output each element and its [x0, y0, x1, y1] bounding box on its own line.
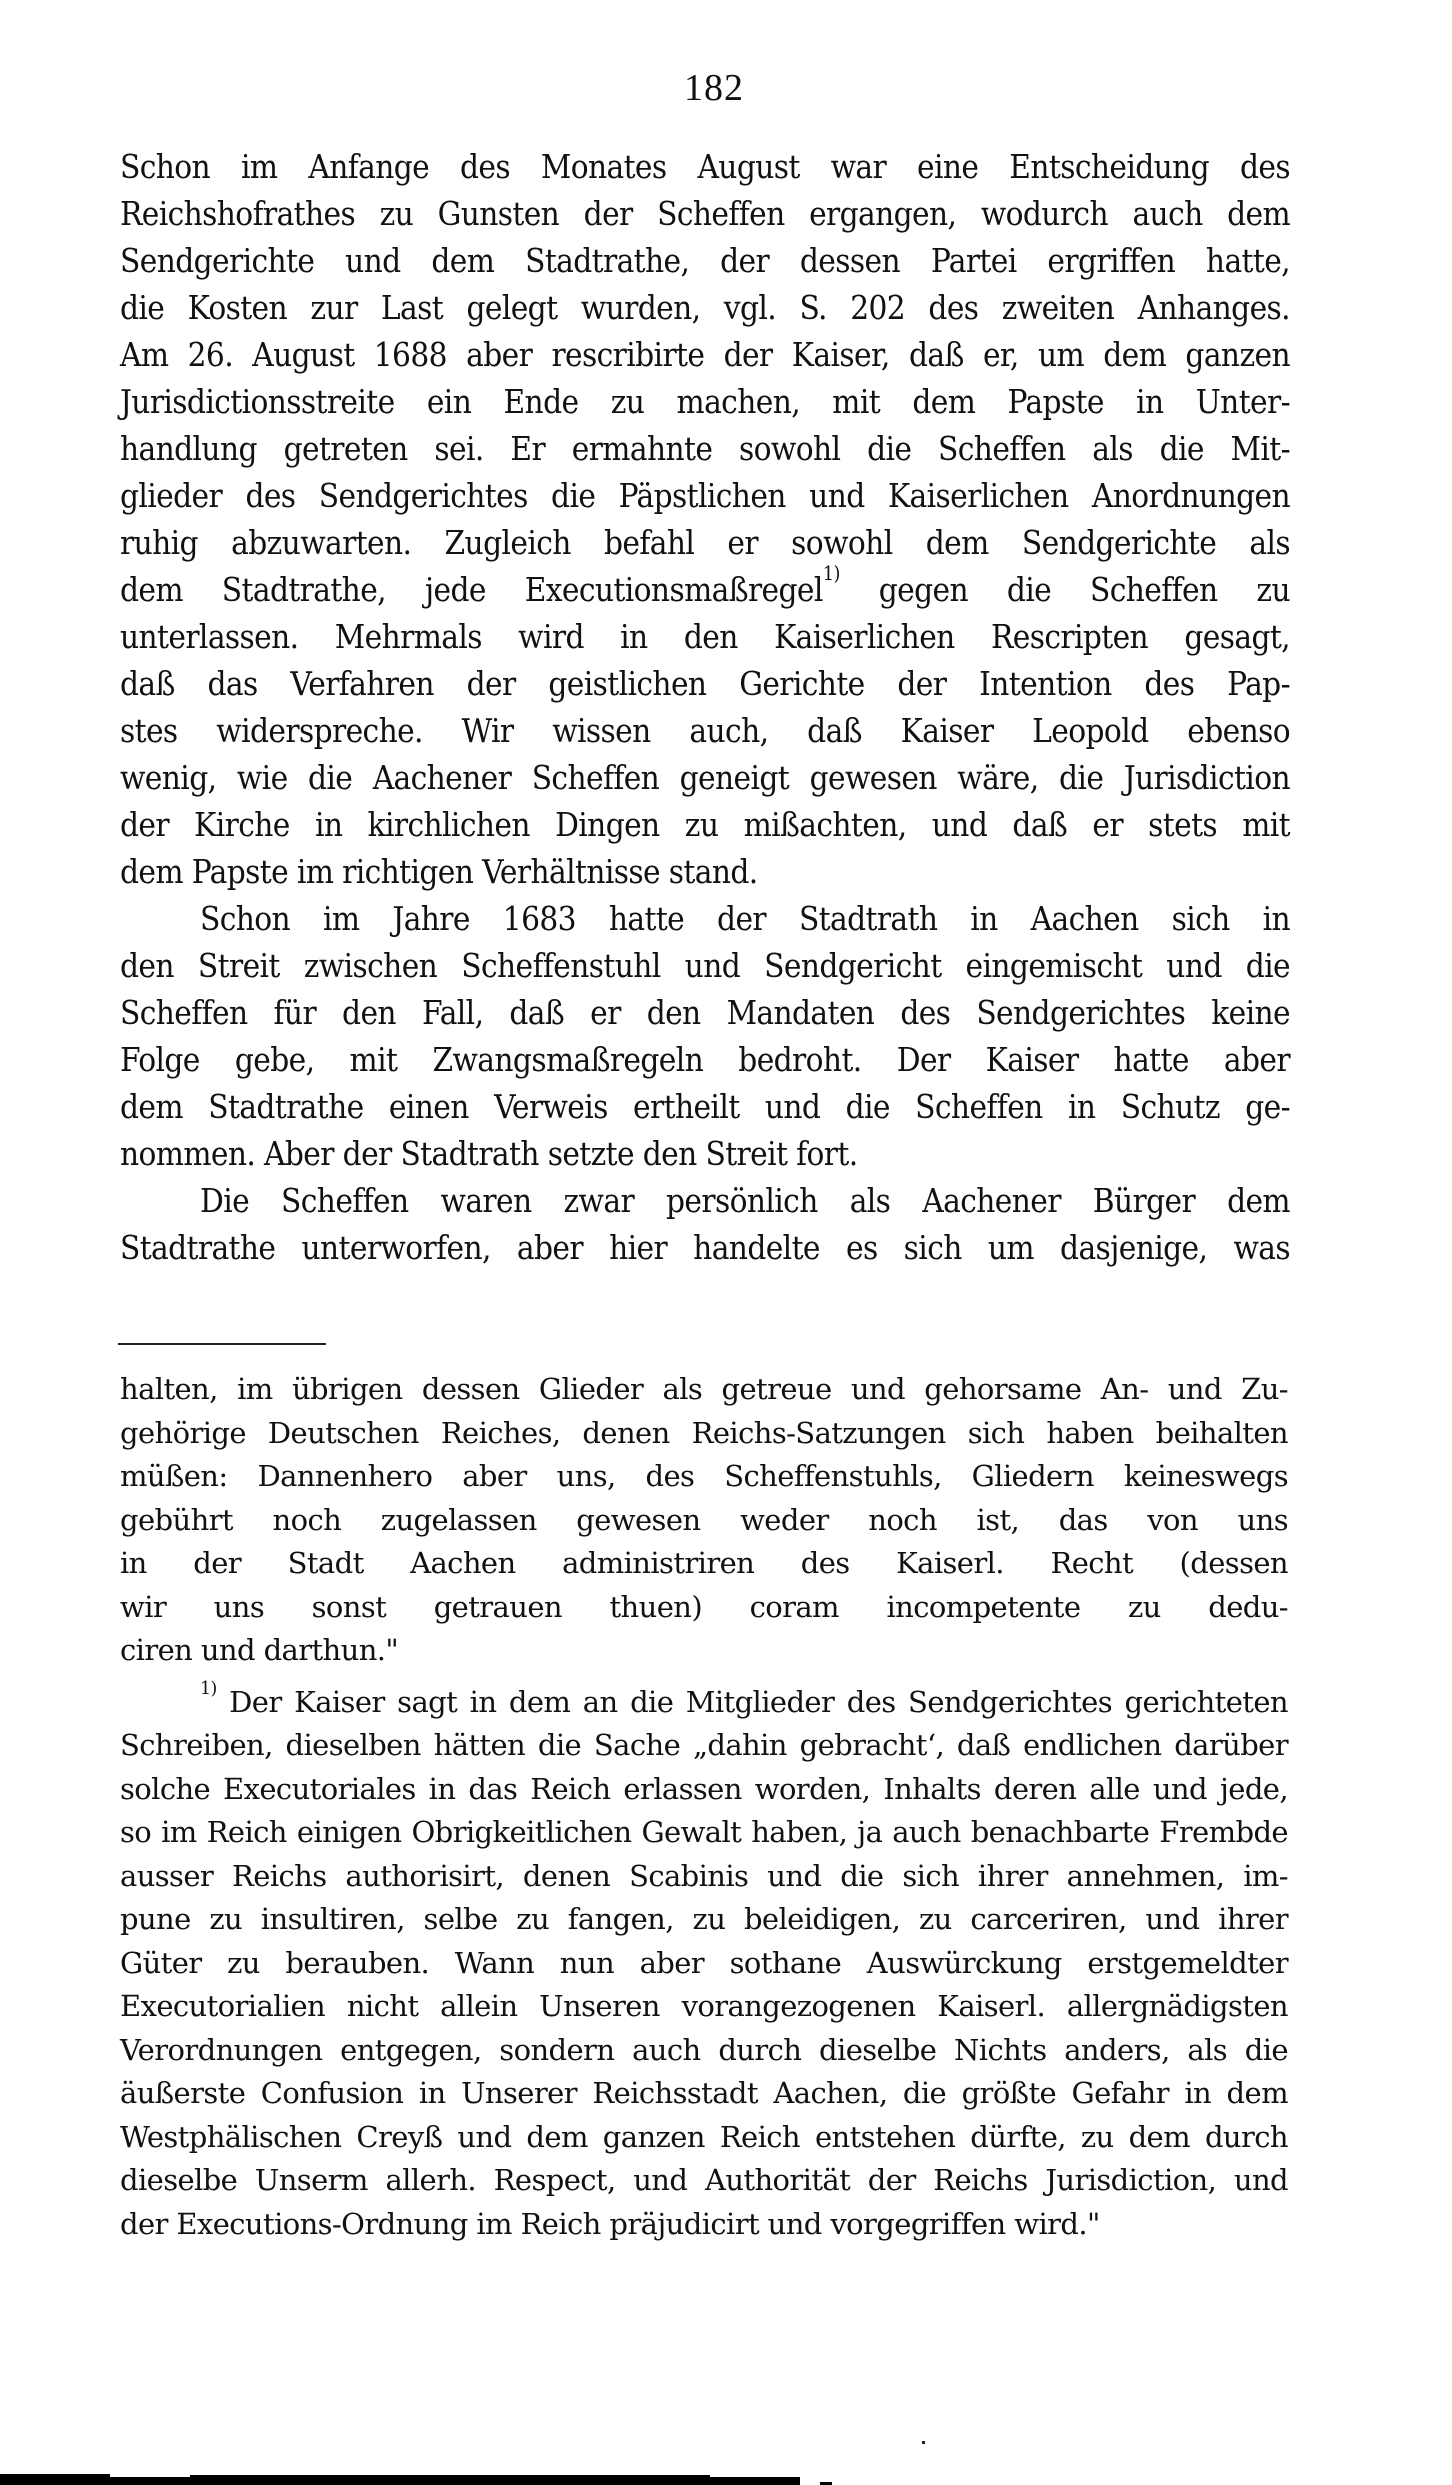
footnote-line: halten, im übrigen dessen Glieder als getreue und gehorsame An- und Zu-: [120, 1372, 1288, 1406]
text-line: dem Papste im richtigen Verhältnisse stand.: [120, 852, 758, 891]
text-segment: Der Kaiser sagt in dem an die Mitglieder des Sendgerichtes gerichteten: [229, 1684, 1288, 1719]
footnote-line: äußerste Confusion in Unserer Reichsstadt Aachen, die größte Gefahr in dem: [120, 2076, 1288, 2110]
footnote-line: ciren und darthun.": [120, 1633, 399, 1667]
footnote-line: pune zu insultiren, selbe zu fangen, zu beleidigen, zu carceriren, und ihrer: [120, 1902, 1288, 1936]
footnote-line: gehörige Deutschen Reiches, denen Reichs-Satzungen sich haben beihalten: [120, 1415, 1288, 1450]
paragraph: [120, 895, 1290, 1177]
text-line: nommen. Aber der Stadtrath setzte den Streit fort.: [120, 1134, 858, 1173]
footnote-reference[interactable]: 1): [822, 562, 840, 585]
footnote-line: Verordnungen entgegen, sondern auch durch dieselbe Nichts anders, als die: [120, 2032, 1288, 2067]
text-line: daß das Verfahren der geistlichen Gerichte der Intention des Pap-: [120, 664, 1290, 703]
footnote-line: solche Executoriales in das Reich erlassen worden, Inhalts deren alle und jede,: [120, 1771, 1288, 1806]
paragraph: [120, 143, 1290, 895]
text-line: Folge gebe, mit Zwangsmaßregeln bedroht. Der Kaiser hatte aber: [120, 1040, 1290, 1079]
footnote-line: Westphälischen Creyß und dem ganzen Reich entstehen dürfte, zu dem durch: [120, 2119, 1288, 2154]
footnote-line: Güter zu berauben. Wann nun aber sothane Auswürckung erstgemeldter: [120, 1945, 1288, 1980]
paragraph: [120, 1177, 1290, 1271]
text-line: unterlassen. Mehrmals wird in den Kaiserlichen Rescripten gesagt,: [120, 617, 1290, 656]
footnote-gap: [120, 1673, 1288, 1681]
footnotes-section: [120, 1368, 1288, 2246]
footnote-line: in der Stadt Aachen administriren des Kaiserl. Recht (dessen: [120, 1546, 1288, 1580]
text-segment: dem Stadtrathe, jede Executionsmaßregel: [120, 570, 823, 609]
text-line: glieder des Sendgerichtes die Päpstlichen und Kaiserlichen Anordnungen: [120, 476, 1290, 515]
scan-speck: [922, 2441, 925, 2444]
text-line: Scheffen für den Fall, daß er den Mandaten des Sendgerichtes keine: [120, 993, 1290, 1032]
text-line: stes widerspreche. Wir wissen auch, daß Kaiser Leopold ebenso: [120, 711, 1290, 750]
footnote-line: müßen: Dannenhero aber uns, des Scheffenstuhls, Gliedern keineswegs: [120, 1459, 1288, 1493]
page-number: 182: [684, 67, 744, 109]
text-line: ruhig abzuwarten. Zugleich befahl er sowohl dem Sendgerichte als: [120, 523, 1290, 562]
text-line: Reichshofrathes zu Gunsten der Scheffen ergangen, wodurch auch dem: [120, 194, 1290, 233]
text-line: Jurisdictionsstreite ein Ende zu machen, mit dem Papste in Unter-: [120, 382, 1290, 421]
text-line: Stadtrathe unterworfen, aber hier handelte es sich um dasjenige, was: [120, 1228, 1290, 1267]
footnote-line: so im Reich einigen Obrigkeitlichen Gewalt haben, ja auch benachbarte Frembde: [120, 1815, 1288, 1849]
footnote-line: ausser Reichs authorisirt, denen Scabinis und die sich ihrer annehmen, im-: [120, 1858, 1288, 1893]
footnote-marker: 1): [200, 1678, 217, 1699]
text-line: die Kosten zur Last gelegt wurden, vgl. S. 202 des zweiten Anhanges.: [120, 288, 1290, 327]
scan-edge-band: [0, 2477, 800, 2485]
footnote-line: [120, 1678, 1288, 1725]
text-line-with-footnote-ref: [120, 562, 1290, 613]
footnote-line: wir uns sonst getrauen thuen) coram incompetente zu dedu-: [120, 1589, 1288, 1624]
text-line: Am 26. August 1688 aber rescribirte der Kaiser, daß er, um dem ganzen: [120, 335, 1290, 374]
text-line: der Kirche in kirchlichen Dingen zu mißachten, und daß er stets mit: [120, 805, 1290, 844]
text-line: wenig, wie die Aachener Scheffen geneigt gewesen wäre, die Jurisdiction: [120, 758, 1290, 797]
text-line: Schon im Anfange des Monates August war eine Entscheidung des: [120, 147, 1290, 186]
footnote-continuation: [120, 1368, 1288, 1673]
footnote-line: der Executions-Ordnung im Reich präjudicirt und vorgegriffen wird.": [120, 2206, 1100, 2241]
footnote-1: [120, 1678, 1288, 2247]
footnote-line: Executorialien nicht allein Unseren vorangezogenen Kaiserl. allergnädigsten: [120, 1989, 1288, 2023]
text-segment: gegen die Scheffen zu: [878, 570, 1290, 609]
text-line: Schon im Jahre 1683 hatte der Stadtrath in Aachen sich in: [200, 899, 1290, 938]
text-line: handlung getreten sei. Er ermahnte sowohl die Scheffen als die Mit-: [120, 429, 1290, 468]
footnote-line: Schreiben, dieselben hätten die Sache „dahin gebracht‘, daß endlichen darüber: [120, 1728, 1288, 1762]
footnote-line: dieselbe Unserm allerh. Respect, und Authorität der Reichs Jurisdiction, und: [120, 2163, 1288, 2197]
footnote-separator-rule: [118, 1343, 326, 1345]
text-line: Sendgerichte und dem Stadtrathe, der dessen Partei ergriffen hatte,: [120, 241, 1290, 280]
text-line: Die Scheffen waren zwar persönlich als Aachener Bürger dem: [200, 1181, 1290, 1220]
text-line: dem Stadtrathe einen Verweis ertheilt und die Scheffen in Schutz ge-: [120, 1087, 1290, 1126]
main-text-body: [120, 143, 1290, 1271]
text-line: den Streit zwischen Scheffenstuhl und Sendgericht eingemischt und die: [120, 946, 1290, 985]
footnote-line: gebührt noch zugelassen gewesen weder noch ist, das von uns: [120, 1502, 1288, 1537]
